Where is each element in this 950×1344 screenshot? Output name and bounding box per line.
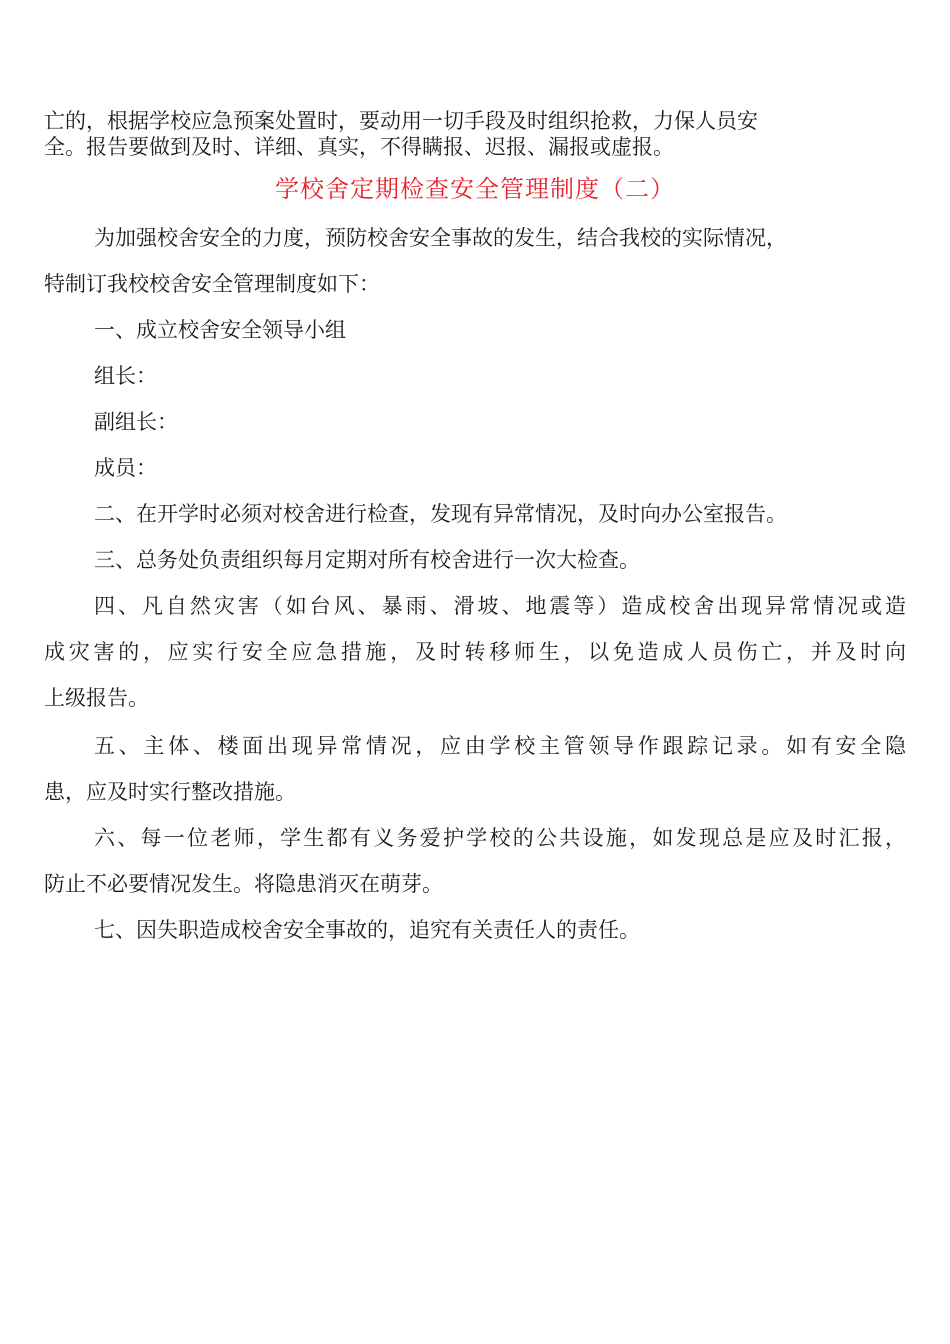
deputy-leader-label: 副组长：	[94, 410, 178, 434]
item-7: 七、因失职造成校舍安全事故的，追究有关责任人的责任。	[94, 918, 640, 942]
item-4-line-3: 上级报告。	[44, 686, 149, 710]
item-4-line-2: 成灾害的，应实行安全应急措施，及时转移师生，以免造成人员伤亡，并及时向	[44, 640, 906, 664]
leader-label: 组长：	[94, 364, 157, 388]
item-1-heading: 一、成立校舍安全领导小组	[94, 318, 346, 342]
item-2: 二、在开学时必须对校舍进行检查，发现有异常情况，及时向办公室报告。	[94, 502, 787, 526]
section-title: 学校舍定期检查安全管理制度（二）	[275, 175, 675, 203]
item-3: 三、总务处负责组织每月定期对所有校舍进行一次大检查。	[94, 548, 640, 572]
item-5-line-2: 患，应及时实行整改措施。	[44, 780, 296, 804]
item-4-line-1: 四、凡自然灾害（如台风、暴雨、滑坡、地震等）造成校舍出现异常情况或造	[94, 594, 906, 618]
prev-section-line-2: 全。报告要做到及时、详细、真实，不得瞒报、迟报、漏报或虚报。	[44, 135, 674, 159]
item-5-line-1: 五、主体、楼面出现异常情况，应由学校主管领导作跟踪记录。如有安全隐	[94, 734, 906, 758]
members-label: 成员：	[94, 456, 157, 480]
intro-line-2: 特制订我校校舍安全管理制度如下：	[44, 272, 380, 296]
intro-line-1: 为加强校舍安全的力度，预防校舍安全事故的发生，结合我校的实际情况，	[94, 226, 787, 250]
item-6-line-2: 防止不必要情况发生。将隐患消灭在萌芽。	[44, 872, 443, 896]
prev-section-line-1: 亡的，根据学校应急预案处置时，要动用一切手段及时组织抢救，力保人员安	[44, 109, 758, 133]
item-6-line-1: 六、每一位老师，学生都有义务爱护学校的公共设施，如发现总是应及时汇报，	[94, 826, 906, 850]
